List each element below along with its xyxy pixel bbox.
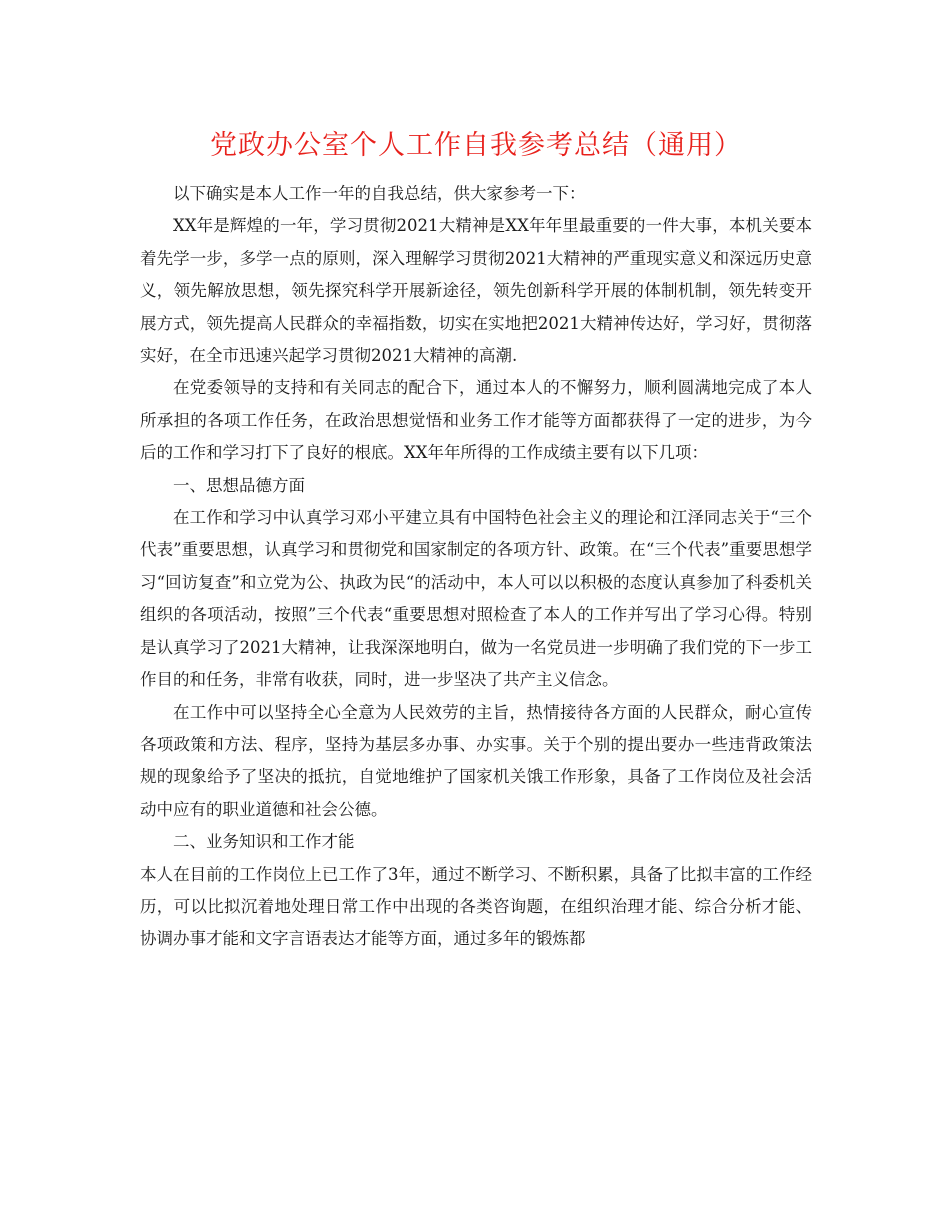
section-heading-ideology: 一、思想品德方面 xyxy=(173,475,305,495)
paragraph-skills: 本人在目前的工作岗位上已工作了3年，通过不断学习、不断积累，具备了比拟丰富的工作经历，可以比拟沉着地处理日常工作中出现的各类咨询题，在组织治理才能、综合分析才能、协调办事才能和文字言语表达才能等方面，通过多年的锻炼都 xyxy=(140,864,812,949)
paragraph-service: 在工作中可以坚持全心全意为人民效劳的主旨，热情接待各方面的人民群众，耐心宣传各项政策和方法、程序，坚持为基层多办事、办实事。关于个别的提出要办一些违背政策法规的现象给予了坚决的抵抗，自觉地维护了国家机关饿工作形象，具备了工作岗位及社会活动中应有的职业道德和社会公德。 xyxy=(140,702,812,819)
paragraph-intro: 以下确实是本人工作一年的自我总结，供大家参考一下： xyxy=(173,184,586,203)
document-title: 党政办公室个人工作自我参考总结（通用） xyxy=(210,130,742,161)
paragraph-ideology: 在工作和学习中认真学习邓小平建立具有中国特色社会主义的理论和江泽同志关于“三个代表”重要思想，认真学习和贯彻党和国家制定的各项方针、政策。在“三个代表”重要思想学习“回访复查”和立党为公、执政为民“的活动中，本人可以以积极的态度认真参加了科委机关组织的各项活动，按照”三个代表“重要思想对照检查了本人的工作并写出了学习心得。特别是认真学习了2021大精神，让我深深地明白，做为一名党员进一步明确了我们党的下一步工作目的和任务，非常有收获，同时，进一步坚决了共产主义信念。 xyxy=(140,508,812,690)
paragraph-achievements: 在党委领导的支持和有关同志的配合下，通过本人的不懈努力，顺利圆满地完成了本人所承担的各项工作任务，在政治思想觉悟和业务工作才能等方面都获得了一定的进步，为今后的工作和学习打下了良好的根底。XX年年所得的工作成绩主要有以下几项： xyxy=(140,378,812,463)
paragraph-study-spirit: XX年是辉煌的一年，学习贯彻2021大精神是XX年年里最重要的一件大事，本机关要本着先学一步，多学一点的原则，深入理解学习贯彻2021大精神的严重现实意义和深远历史意义，领先解放思想，领先探究科学开展新途径，领先创新科学开展的体制机制，领先转变开展方式，领先提高人民群众的幸福指数，切实在实地把2021大精神传达好，学习好，贯彻落实好，在全市迅速兴起学习贯彻2021大精神的高潮. xyxy=(140,216,812,366)
document-body xyxy=(140,118,812,956)
section-heading-skills: 二、业务知识和工作才能 xyxy=(173,832,355,852)
